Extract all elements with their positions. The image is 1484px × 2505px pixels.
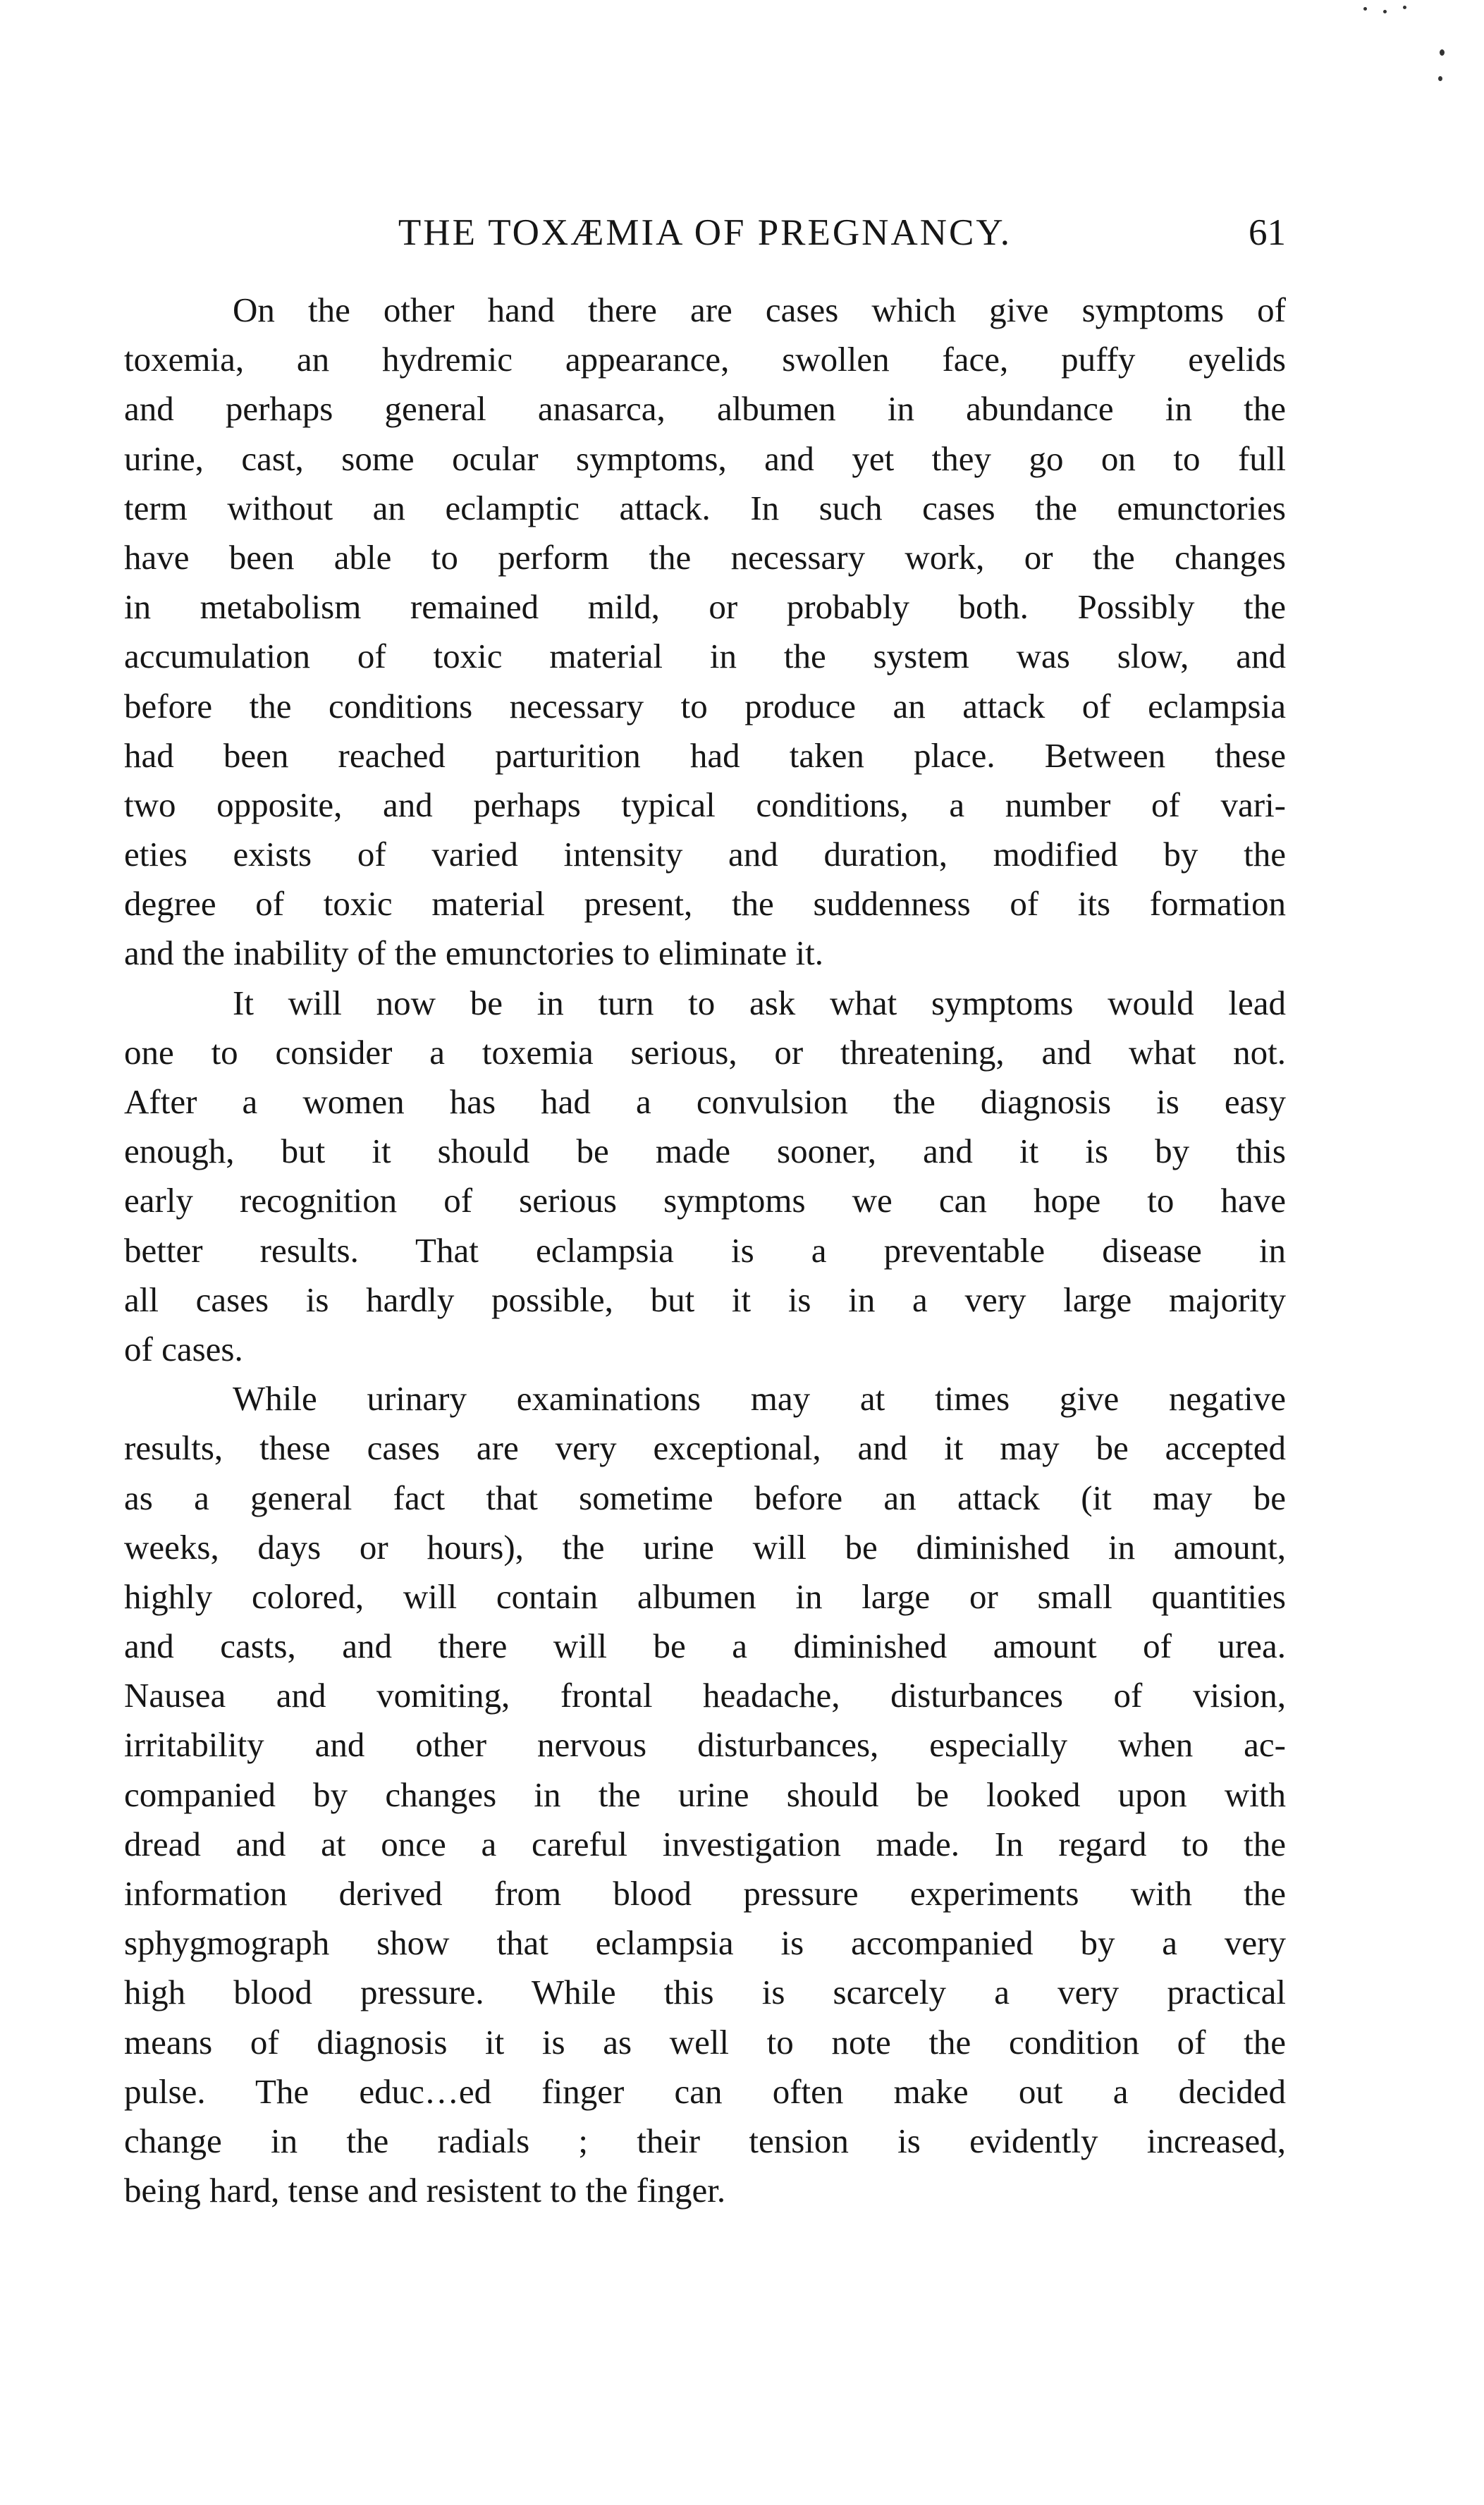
text-line: results, these cases are very exceptional, and it may be accepted bbox=[124, 1428, 1286, 1468]
text-line: and the inability of the emunctories to eliminate it. bbox=[124, 933, 823, 973]
text-line: pulse. The educ…ed finger can often make out a decided bbox=[124, 2071, 1286, 2111]
page-speck bbox=[1363, 7, 1367, 11]
text-line: On the other hand there are cases which give symptoms of bbox=[233, 290, 1286, 329]
text-line: and perhaps general anasarca, albumen in abundance in the bbox=[124, 389, 1286, 429]
text-line: of cases. bbox=[124, 1329, 243, 1368]
text-line: means of diagnosis it is as well to note the condition of the bbox=[124, 2022, 1286, 2062]
text-line: better results. That eclampsia is a preventable disease in bbox=[124, 1230, 1286, 1270]
page-speck bbox=[1383, 10, 1387, 13]
page-number: 61 bbox=[1249, 212, 1286, 253]
text-line: weeks, days or hours), the urine will be diminished in amount, bbox=[124, 1527, 1286, 1567]
text-line: toxemia, an hydremic appearance, swollen face, puffy eyelids bbox=[124, 340, 1286, 379]
page-speck bbox=[1403, 6, 1406, 9]
text-line: before the conditions necessary to produce an attack of eclampsia bbox=[124, 686, 1286, 725]
body-text bbox=[124, 286, 1286, 2215]
text-line: had been reached parturition had taken place. Between these bbox=[124, 735, 1286, 775]
paragraph-3 bbox=[124, 1374, 1286, 2215]
text-line: eties exists of varied intensity and duration, modified by the bbox=[124, 835, 1286, 874]
text-line: degree of toxic material present, the suddenness of its formation bbox=[124, 884, 1286, 924]
text-line: have been able to perform the necessary work, or the changes bbox=[124, 537, 1286, 577]
text-line: early recognition of serious symptoms we can hope to have bbox=[124, 1181, 1286, 1220]
text-line: and casts, and there will be a diminished amount of urea. bbox=[124, 1627, 1286, 1666]
paragraph-2 bbox=[124, 979, 1286, 1375]
text-line: accumulation of toxic material in the system was slow, and bbox=[124, 637, 1286, 676]
paragraph-1 bbox=[124, 286, 1286, 979]
running-title: THE TOXÆMIA OF PREGNANCY. bbox=[398, 212, 1012, 253]
text-line: as a general fact that sometime before an attack (it may be bbox=[124, 1478, 1286, 1517]
text-line: information derived from blood pressure experiments with the bbox=[124, 1874, 1286, 1913]
text-line: irritability and other nervous disturbances, especially when ac- bbox=[124, 1725, 1286, 1765]
text-line: urine, cast, some ocular symptoms, and yet they go on to full bbox=[124, 439, 1286, 478]
text-line: term without an eclamptic attack. In such cases the emunctories bbox=[124, 488, 1286, 527]
text-line: highly colored, will contain albumen in large or small quantities bbox=[124, 1576, 1286, 1616]
text-line: two opposite, and perhaps typical conditions, a number of vari- bbox=[124, 785, 1286, 824]
text-line: It will now be in turn to ask what symptoms would lead bbox=[233, 983, 1286, 1022]
text-line: high blood pressure. While this is scarcely a very practical bbox=[124, 1973, 1286, 2012]
page-speck bbox=[1440, 49, 1445, 56]
text-line: Nausea and vomiting, frontal headache, disturbances of vision, bbox=[124, 1676, 1286, 1715]
text-line: all cases is hardly possible, but it is in a very large majority bbox=[124, 1280, 1286, 1319]
text-line: After a women has had a convulsion the diagnosis is easy bbox=[124, 1082, 1286, 1121]
text-line: dread and at once a careful investigation made. In regard to the bbox=[124, 1824, 1286, 1863]
running-header bbox=[124, 204, 1286, 261]
text-line: in metabolism remained mild, or probably both. Possibly the bbox=[124, 587, 1286, 627]
text-line: being hard, tense and resistent to the finger. bbox=[124, 2171, 726, 2210]
text-line: one to consider a toxemia serious, or threatening, and what not. bbox=[124, 1032, 1286, 1072]
text-line: companied by changes in the urine should be looked upon with bbox=[124, 1775, 1286, 1814]
text-line: sphygmograph show that eclampsia is accompanied by a very bbox=[124, 1923, 1286, 1963]
text-line: enough, but it should be made sooner, and it is by this bbox=[124, 1132, 1286, 1171]
text-line: While urinary examinations may at times give negative bbox=[233, 1379, 1286, 1419]
page-speck bbox=[1438, 76, 1442, 81]
text-line: change in the radials ; their tension is evidently increased, bbox=[124, 2121, 1286, 2160]
